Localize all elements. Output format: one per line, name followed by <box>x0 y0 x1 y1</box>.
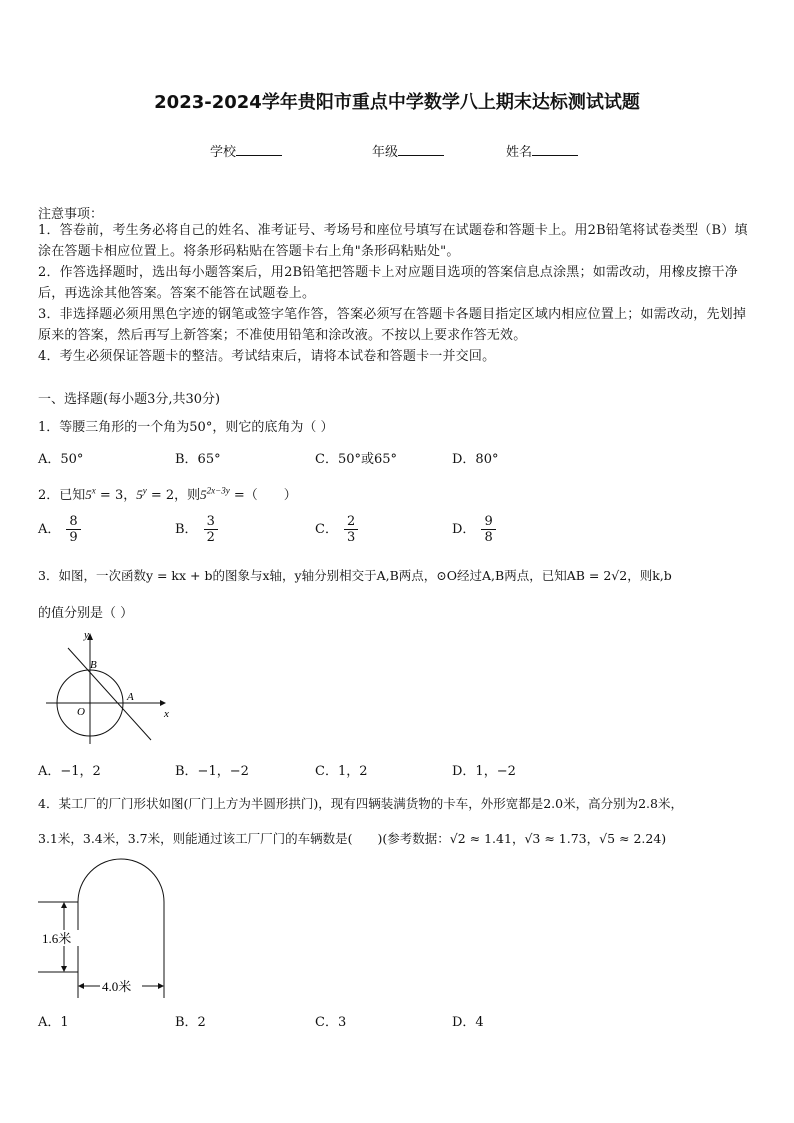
q3-option-c[interactable]: C．1，2 <box>315 764 368 779</box>
question-4-line-1: 4．某工厂的厂门形状如图(厂门上方为半圆形拱门)，现有四辆装满货物的卡车，外形宽都是2.0米，高分别为2.8米， <box>38 796 683 811</box>
q3-option-b[interactable]: B．−1，−2 <box>175 764 249 779</box>
q2-option-d[interactable]: D． $\frac{9}{8}$ <box>452 514 496 545</box>
question-1-text: 1．等腰三角形的一个角为50°，则它的底角为（ ） <box>38 420 334 435</box>
name-field <box>506 141 578 160</box>
gate-outline <box>78 859 164 972</box>
label-b: B <box>90 659 97 671</box>
q1-option-c[interactable]: C．50°或65° <box>315 452 398 467</box>
question-2-text: 2．已知$5^x = 3$，$5^y = 2$，则$5^{2x-3y}$ =（ ） <box>38 485 297 503</box>
note-item-2: 2．作答选择题时，选出每小题答案后，用2B铅笔把答题卡上对应题目选项的答案信息点涂黑；如需改动，用橡皮擦干净后，再选涂其他答案。答案不能答在试题卷上。 <box>38 265 738 301</box>
label-y: y <box>84 629 89 641</box>
note-item-3: 3．非选择题必须用黑色字迹的钢笔或签字笔作答，答案必须写在答题卡各题目指定区域内相应位置上；如需改动，先划掉原来的答案，然后再写上新答案；不准使用铅笔和涂改液。不按以上要求作答无效。 <box>38 307 747 343</box>
note-item-4: 4．考生必须保证答题卡的整洁。考试结束后，请将本试卷和答题卡一并交回。 <box>38 349 496 364</box>
x-axis-arrow <box>160 700 166 706</box>
q3-option-a[interactable]: A．−1，2 <box>38 764 101 779</box>
line-ab <box>68 648 151 740</box>
q1-option-d[interactable]: D．80° <box>452 452 499 467</box>
height-arrow-up <box>61 902 67 908</box>
question-3-line-2: 的值分别是（ ） <box>38 606 134 621</box>
fraction: $\frac{8}{9}$ <box>66 514 80 545</box>
q4-option-d[interactable]: D．4 <box>452 1015 484 1030</box>
name-blank[interactable] <box>532 143 578 156</box>
q1-option-b[interactable]: B．65° <box>175 452 221 467</box>
label-a: A <box>127 691 134 703</box>
question-4-line-2: 3.1米，3.4米，3.7米，则能通过该工厂厂门的车辆数是( )(参考数据：√2 ≈ 1.41，√3 ≈ 1.73，√5 ≈ 2.24) <box>38 831 667 846</box>
grade-blank[interactable] <box>398 143 444 156</box>
width-label: 4.0米 <box>102 979 132 994</box>
q1-option-a[interactable]: A．50° <box>38 452 84 467</box>
label-o: O <box>77 706 85 718</box>
height-label: 1.6米 <box>42 931 72 946</box>
school-field <box>210 141 282 160</box>
section-title: 一、选择题(每小题3分,共30分) <box>38 392 221 407</box>
note-item-1: 1．答卷前，考生务必将自己的姓名、准考证号、考场号和座位号填写在试题卷和答题卡上。用2B铅笔将试卷类型（B）填涂在答题卡相应位置上。将条形码粘贴在答题卡右上角"条形码粘贴处"。 <box>38 223 748 259</box>
question-3-line-1: 3．如图，一次函数y = kx + b的图象与x轴，y轴分别相交于A,B两点，⊙O经过A,B两点，已知AB = 2√2，则k,b <box>38 568 672 583</box>
school-blank[interactable] <box>236 143 282 156</box>
height-arrow-down <box>61 966 67 972</box>
grade-field <box>372 141 444 160</box>
notes-heading: 注意事项： <box>38 207 104 222</box>
q4-option-b[interactable]: B．2 <box>175 1015 206 1030</box>
q3-option-d[interactable]: D．1，−2 <box>452 764 516 779</box>
q2-option-a[interactable]: A． $\frac{8}{9}$ <box>38 514 81 545</box>
label-x: x <box>164 708 169 720</box>
name-label: 姓名 <box>506 145 533 160</box>
fraction: $\frac{9}{8}$ <box>481 514 495 545</box>
q2-option-c[interactable]: C． $\frac{2}{3}$ <box>315 514 358 545</box>
q2-option-b[interactable]: B． $\frac{3}{2}$ <box>175 514 218 545</box>
grade-label: 年级 <box>372 145 399 160</box>
width-arrow-left <box>78 983 84 989</box>
fraction: $\frac{3}{2}$ <box>204 514 218 545</box>
q4-option-c[interactable]: C．3 <box>315 1015 347 1030</box>
q4-option-a[interactable]: A．1 <box>38 1015 69 1030</box>
fraction: $\frac{2}{3}$ <box>344 514 358 545</box>
q4-gate-figure <box>36 858 176 1000</box>
q3-circle-figure <box>38 628 173 748</box>
width-arrow-right <box>158 983 164 989</box>
page-title: 2023-2024学年贵阳市重点中学数学八上期末达标测试试题 <box>154 92 640 113</box>
school-label: 学校 <box>210 145 237 160</box>
